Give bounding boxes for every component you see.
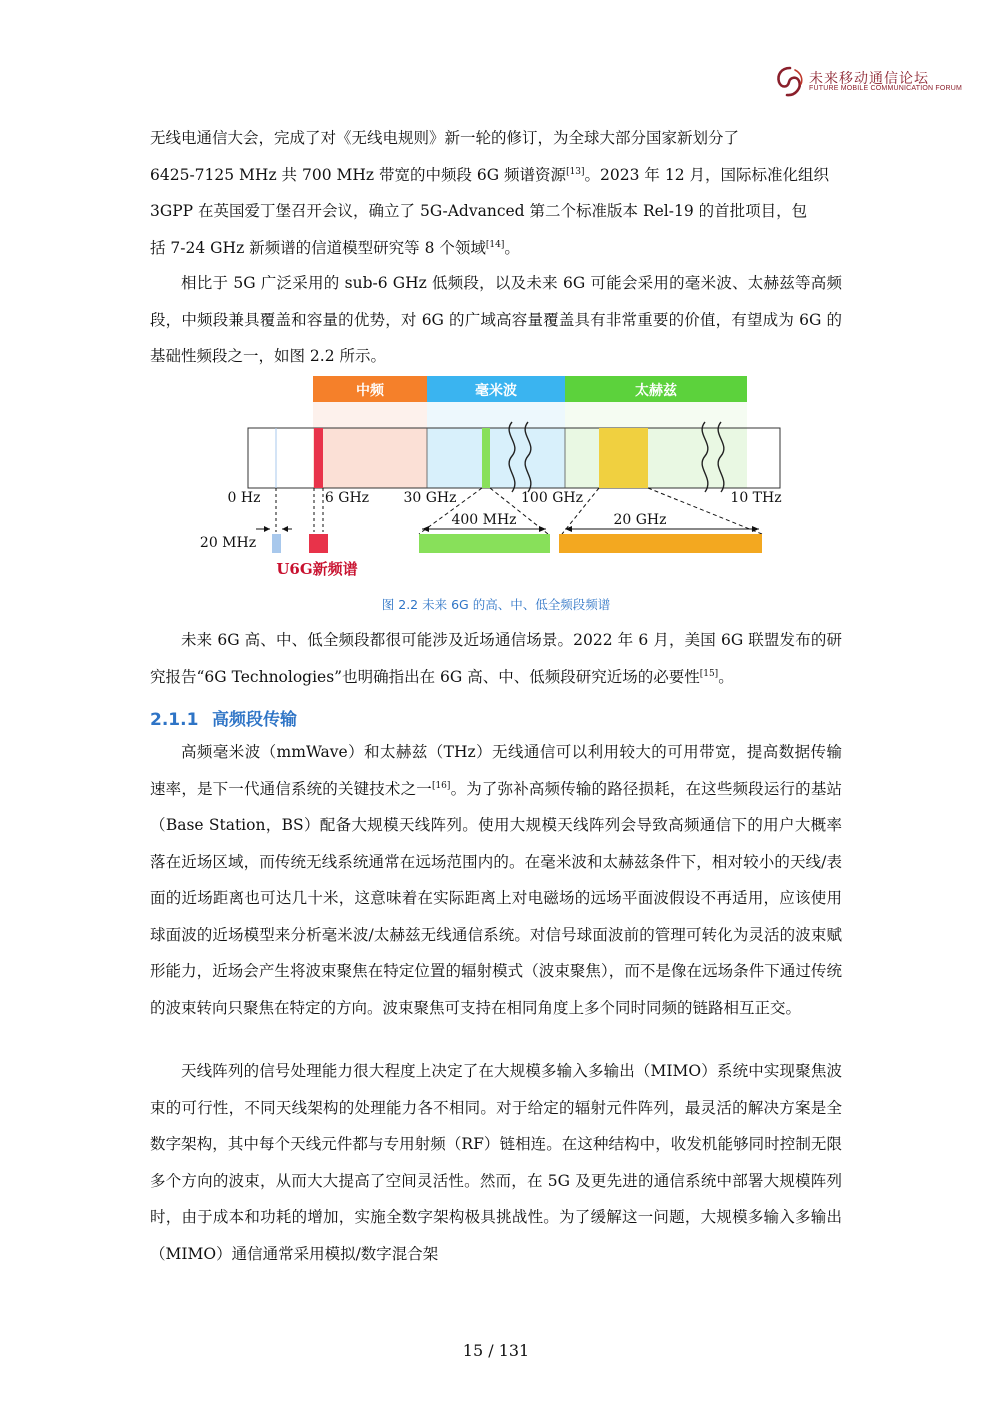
bw-400mhz-bar <box>419 534 550 553</box>
section-title: 高频段传输 <box>212 710 297 730</box>
paragraph-5 <box>150 1053 842 1272</box>
band-mid-label: 中频 <box>356 383 384 399</box>
para3-text: 未来 6G 高、中、低全频段都很可能涉及近场通信场景。2022 年 6 月，美国 6G 联盟发布的研究报告“6G Technologies”也明确指出在 6G 高、中、低频段研究近场的必要性 <box>150 631 842 686</box>
freq-30ghz: 30 GHz <box>403 490 457 506</box>
bw-20mhz-bar <box>272 534 281 553</box>
para4-text-a: 高频毫米波（mmWave）和太赫兹（THz）无线通信可以利用较大的可用带宽，提高数据传输速率，是下一代通信系统的关键技术之一 <box>150 743 842 798</box>
spectrum-figure <box>190 372 790 582</box>
bw-20mhz-label: 20 MHz <box>199 535 257 551</box>
paragraph-4 <box>150 734 842 1026</box>
bw-20ghz-label: 20 GHz <box>613 512 667 528</box>
section-heading <box>150 705 297 730</box>
para4-text-b: 。为了弥补高频传输的路径损耗，在这些频段运行的基站（Base Station，BS）配备大规模天线阵列。使用大规模天线阵列会导致高频通信下的用户大概率落在近场区域，而传统无线系统通常在远场范围内的。在毫米波和太赫兹条件下，相对较小的天线/表面的近场距离也可达几十米，这意味着在实际距离上对电磁场的远场平面波假设不再适用，应该使用球面波的近场模型来分析毫米波/太赫兹无线通信系统。对信号球面波前的管理可转化为灵活的波束赋形能力，近场会产生将波束聚焦在特定位置的辐射模式（波束聚焦），而不是像在远场条件下通过传统的波束转向只聚焦在特定的方向。波束聚焦可支持在相同角度上多个同时同频的链路相互正交。 <box>150 779 842 1017</box>
paragraph-3: 未来 6G 高、中、低全频段都很可能涉及近场通信场景。2022 年 6 月，美国 6G 联盟发布的研究报告“6G Technologies”也明确指出在 6G 高、中、低频段研究近场的必要性[15]。 <box>150 631 842 686</box>
freq-6ghz: 6 GHz <box>324 490 370 506</box>
forum-logo <box>775 66 963 100</box>
paragraph-1 <box>150 120 842 266</box>
band-thz-label: 太赫兹 <box>635 383 677 399</box>
u6g-strip <box>314 428 323 488</box>
thz-20ghz-block <box>599 428 648 488</box>
logo-en: FUTURE MOBILE COMMUNICATION FORUM <box>809 85 963 92</box>
figure-caption: 图 2.2 未来 6G 的高、中、低全频段频谱 <box>381 597 611 612</box>
u6g-bar <box>309 534 328 553</box>
forum-logo-icon <box>775 66 805 98</box>
para1-line2a: 6425-7125 MHz 共 700 MHz 带宽的中频段 6G 频谱资源 <box>150 165 567 184</box>
para2-text: 相比于 5G 广泛采用的 sub-6 GHz 低频段，以及未来 6G 可能会采用的毫米波、太赫兹等高频段，中频段兼具覆盖和容量的优势，对 6G 的广域高容量覆盖具有非常重要的价值，有望成为 6G 的基础性频段之一，如图 2.2 所示。 <box>150 274 842 365</box>
para1-line4b: 。 <box>504 238 520 257</box>
ref-13: [13] <box>566 166 585 177</box>
ref-15: [15] <box>699 668 719 679</box>
freq-10thz: 10 THz <box>730 490 782 506</box>
bw-20ghz-bar <box>559 534 762 553</box>
paragraph-2 <box>150 265 842 375</box>
mmwave-400mhz-strip <box>482 428 490 488</box>
para1-line2b: 。2023 年 12 月，国际标准化组织 <box>584 165 829 184</box>
logo-cn: 未来移动通信论坛 <box>809 71 929 87</box>
para1-line4a: 括 7-24 GHz 新频谱的信道模型研究等 8 个领域 <box>150 238 486 257</box>
band-mmwave-label: 毫米波 <box>475 383 517 399</box>
bw-400mhz-label: 400 MHz <box>451 512 517 528</box>
ref-16: [16] <box>431 780 451 791</box>
page-number: 15 / 131 <box>462 1341 530 1360</box>
para1-line1: 无线电通信大会，完成了对《无线电规则》新一轮的修订，为全球大部分国家新划分了 <box>150 129 740 147</box>
section-number: 2.1.1 <box>150 710 199 730</box>
u6g-label: U6G新频谱 <box>276 560 358 578</box>
ref-14: [14] <box>485 239 505 250</box>
para1-line3: 3GPP 在英国爱丁堡召开会议，确立了 5G-Advanced 第二个标准版本 Rel-19 的首批项目，包 <box>150 202 808 220</box>
freq-100ghz: 100 GHz <box>521 490 583 506</box>
freq-0hz: 0 Hz <box>227 490 261 506</box>
para5-text: 天线阵列的信号处理能力很大程度上决定了在大规模多输入多输出（MIMO）系统中实现聚焦波束的可行性，不同天线架构的处理能力各不相同。对于给定的辐射元件阵列，最灵活的解决方案是全数字架构，其中每个天线元件都与专用射频（RF）链相连。在这种结构中，收发机能够同时控制无限多个方向的波束，从而大大提高了空间灵活性。然而，在 5G 及更先进的通信系统中部署大规模阵列时，由于成本和功耗的增加，实施全数字架构极具挑战性。为了缓解这一问题，大规模多输入多输出（MIMO）通信通常采用模拟/数字混合架 <box>150 1062 842 1263</box>
